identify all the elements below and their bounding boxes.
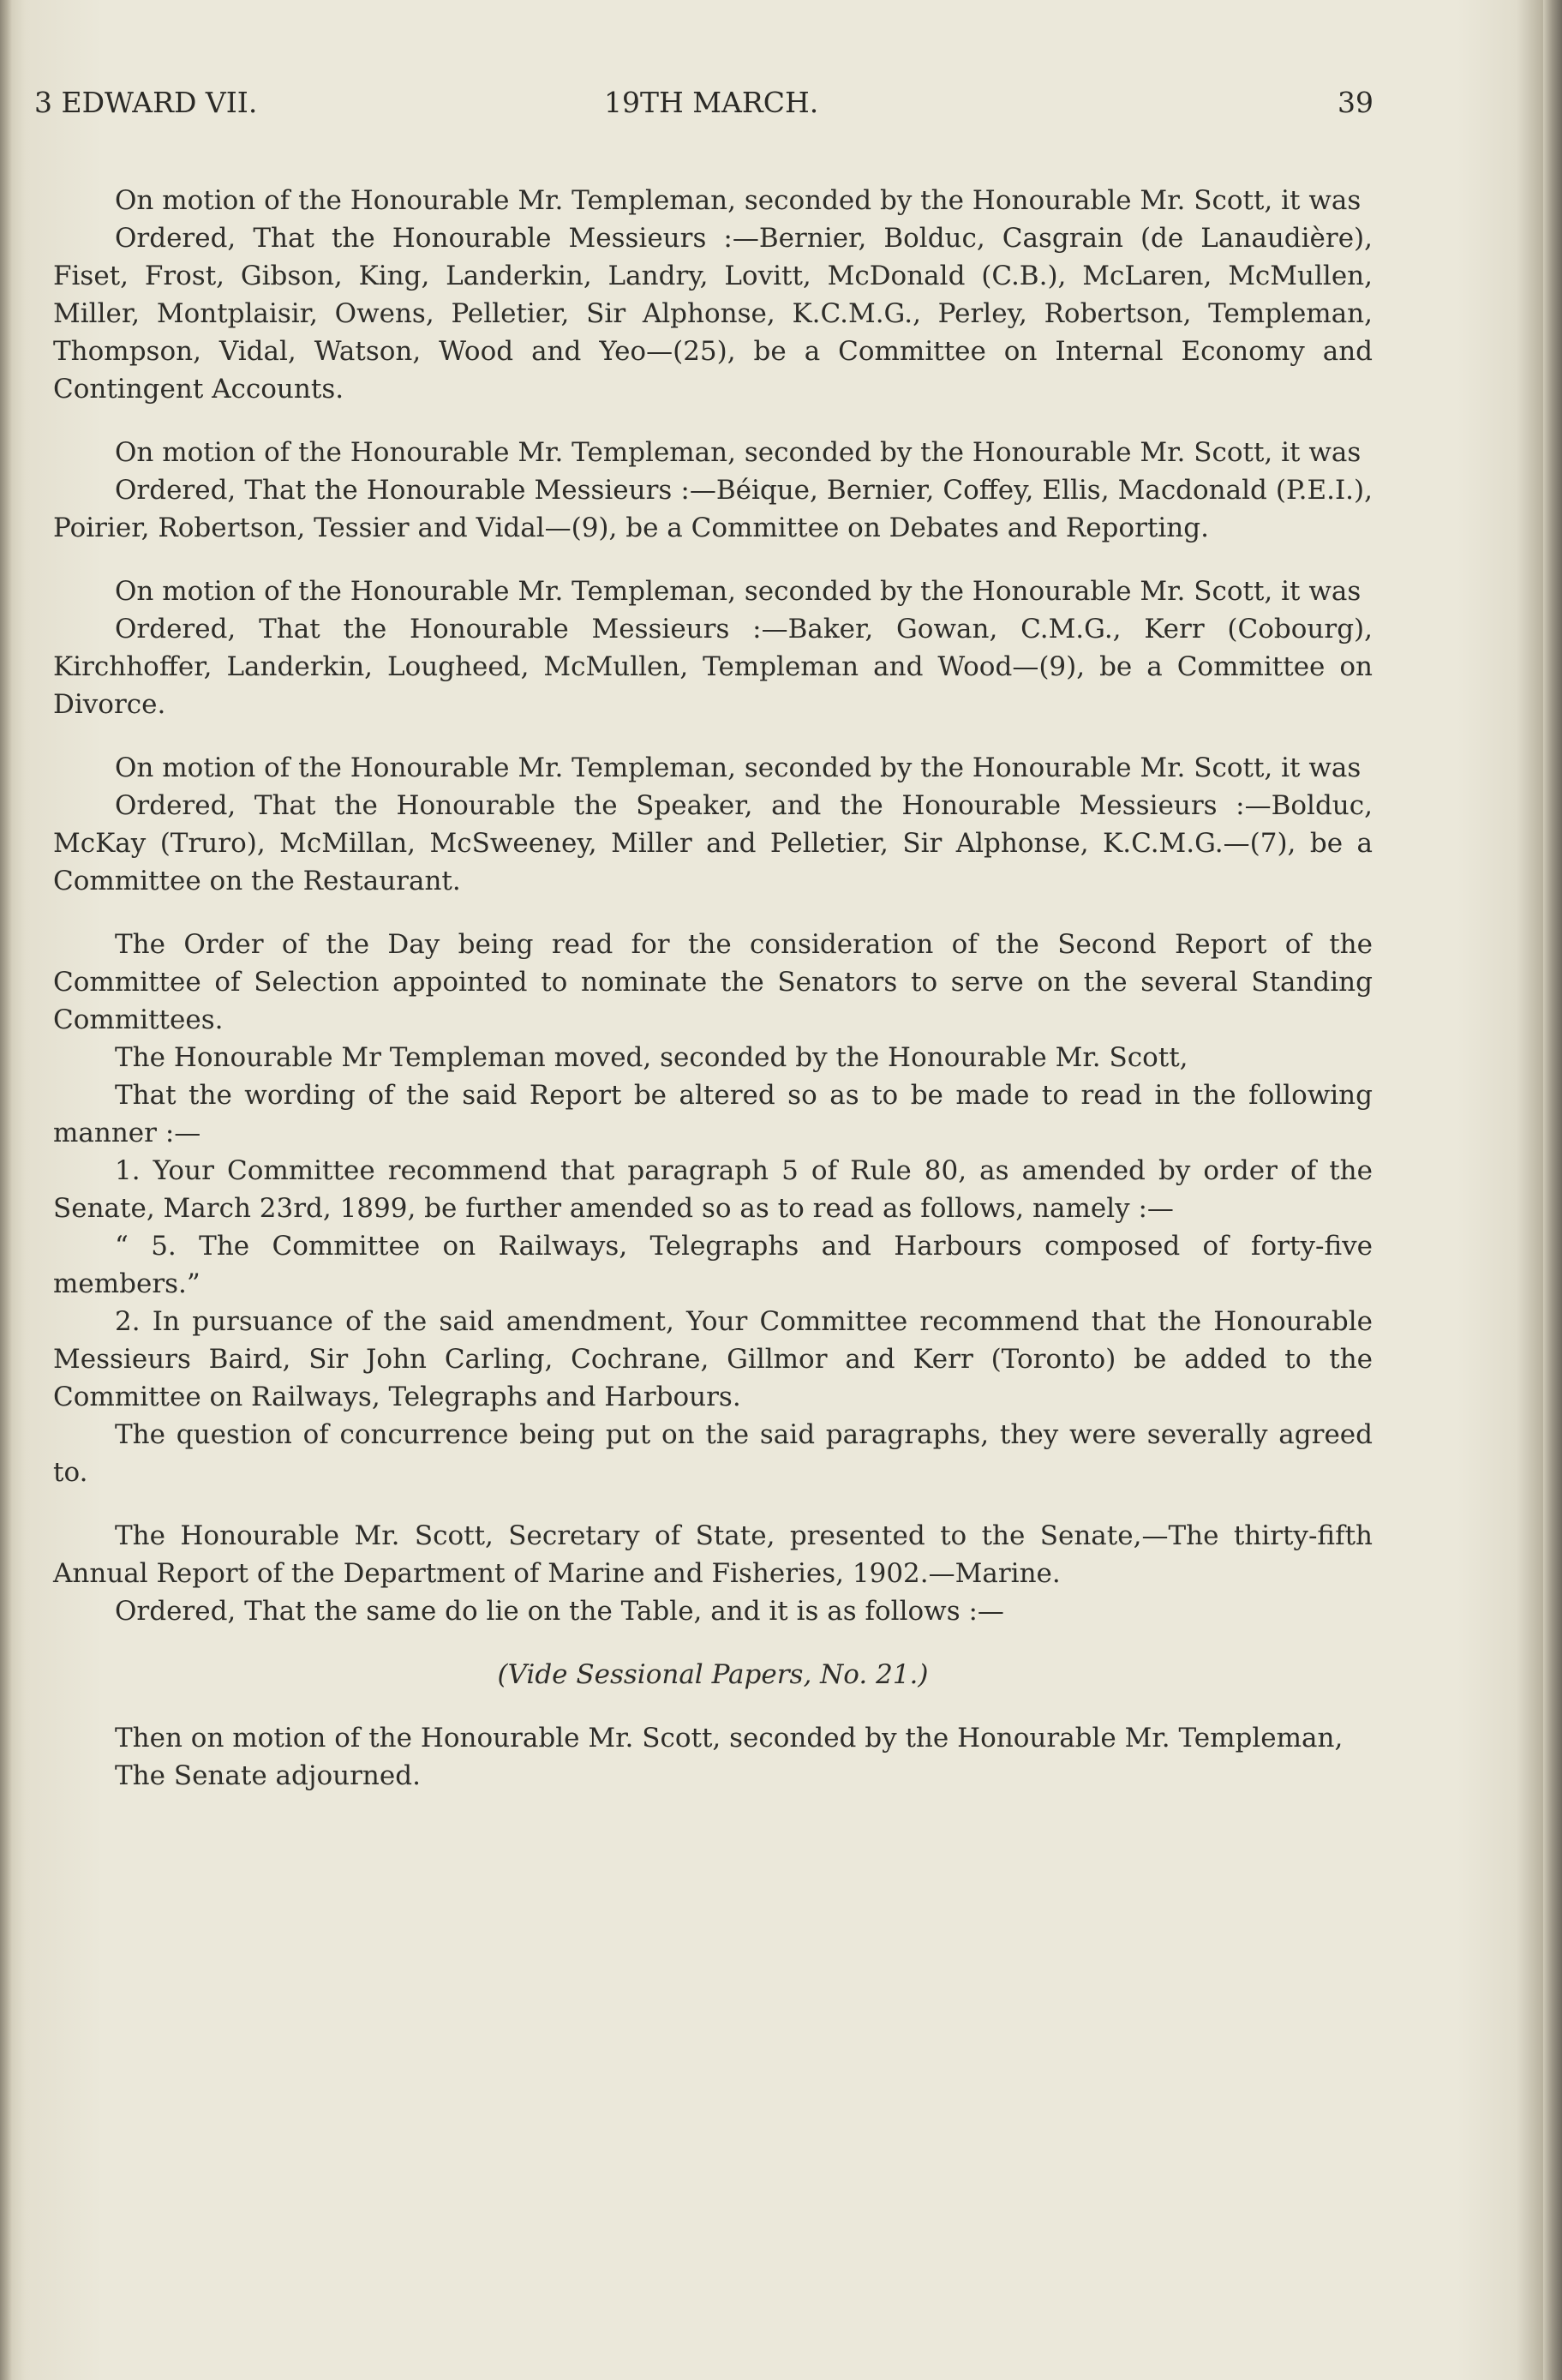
motion-paragraph: On motion of the Honourable Mr. Templeman, seconded by the Honourable Mr. Scott, it was: [115, 752, 1362, 783]
order-restaurant: Ordered, That the Honourable the Speaker, and the Honourable Messieurs :—Bolduc, McKay (Truro), McMillan, McSweeney, Miller and Pelletier, Sir Alphonse, K.C.M.G.—(7), be a Committee on the Restaurant.: [53, 790, 1373, 896]
senate-adjourned: The Senate adjourned.: [115, 1760, 421, 1791]
order-debates-reporting: Ordered, That the Honourable Messieurs :—Béique, Bernier, Coffey, Ellis, Macdonald (P.E.I.), Poirier, Robertson, Tessier and Vidal—(9), be a Committee on Debates and Reporting.: [53, 475, 1373, 543]
page-binding: [0, 0, 12, 2380]
order-lie-on-table: Ordered, That the same do lie on the Table, and it is as follows :—: [115, 1596, 1004, 1627]
order-internal-economy: Ordered, That the Honourable Messieurs :—Bernier, Bolduc, Casgrain (de Lanaudière), Fiset, Frost, Gibson, King, Landerkin, Landry, Lovitt, McDonald (C.B.), McLaren, McMullen, Miller, Montplaisir, Owens, Pelletier, Sir Alphonse, K.C.M.G., Perley, Robertson, Templeman, Thompson, Vidal, Watson, Wood and Yeo—(25), be a Committee on Internal Economy and Contingent Accounts.: [53, 223, 1373, 405]
header-date: 19TH MARCH.: [604, 86, 819, 119]
page-number: 39: [1338, 86, 1373, 119]
templeman-motion: The Honourable Mr Templeman moved, seconded by the Honourable Mr. Scott,: [115, 1042, 1188, 1073]
sessional-papers-reference: (Vide Sessional Papers, No. 21.): [497, 1659, 929, 1690]
journal-body: [53, 182, 1373, 1795]
recommendation-2: 2. In pursuance of the said amendment, Your Committee recommend that the Honourable Messieurs Baird, Sir John Carling, Cochrane, Gillmor and Kerr (Toronto) be added to the Committee on Railways, Telegraphs and Harbours.: [53, 1306, 1373, 1412]
motion-paragraph: On motion of the Honourable Mr. Templeman, seconded by the Honourable Mr. Scott, it was: [115, 185, 1362, 216]
report-presented: The Honourable Mr. Scott, Secretary of State, presented to the Senate,—The thirty-fifth Annual Report of the Department of Marine and Fisheries, 1902.—Marine.: [53, 1520, 1373, 1589]
page-edge: [1543, 0, 1562, 2380]
rule-quote: “ 5. The Committee on Railways, Telegraphs and Harbours composed of forty-five members.”: [53, 1231, 1373, 1299]
recommendation-1: 1. Your Committee recommend that paragraph 5 of Rule 80, as amended by order of the Senate, March 23rd, 1899, be further amended so as to read as follows, namely :—: [53, 1155, 1373, 1224]
motion-paragraph: On motion of the Honourable Mr. Templeman, seconded by the Honourable Mr. Scott, it was: [115, 437, 1362, 468]
order-divorce: Ordered, That the Honourable Messieurs :—Baker, Gowan, C.M.G., Kerr (Cobourg), Kirchhoffer, Landerkin, Lougheed, McMullen, Templeman and Wood—(9), be a Committee on Divorce.: [53, 614, 1373, 720]
header-regnal-year: 3 EDWARD VII.: [34, 86, 258, 119]
wording-change: That the wording of the said Report be altered so as to be made to read in the following manner :—: [53, 1080, 1373, 1148]
running-header: [34, 86, 1373, 137]
order-of-day: The Order of the Day being read for the consideration of the Second Report of the Committee of Selection appointed to nominate the Senators to serve on the several Standing Committees.: [53, 929, 1373, 1035]
concurrence: The question of concurrence being put on the said paragraphs, they were severally agreed to.: [53, 1419, 1373, 1488]
motion-paragraph: On motion of the Honourable Mr. Templeman, seconded by the Honourable Mr. Scott, it was: [115, 576, 1362, 607]
adjournment-motion: Then on motion of the Honourable Mr. Scott, seconded by the Honourable Mr. Templeman,: [115, 1723, 1344, 1754]
